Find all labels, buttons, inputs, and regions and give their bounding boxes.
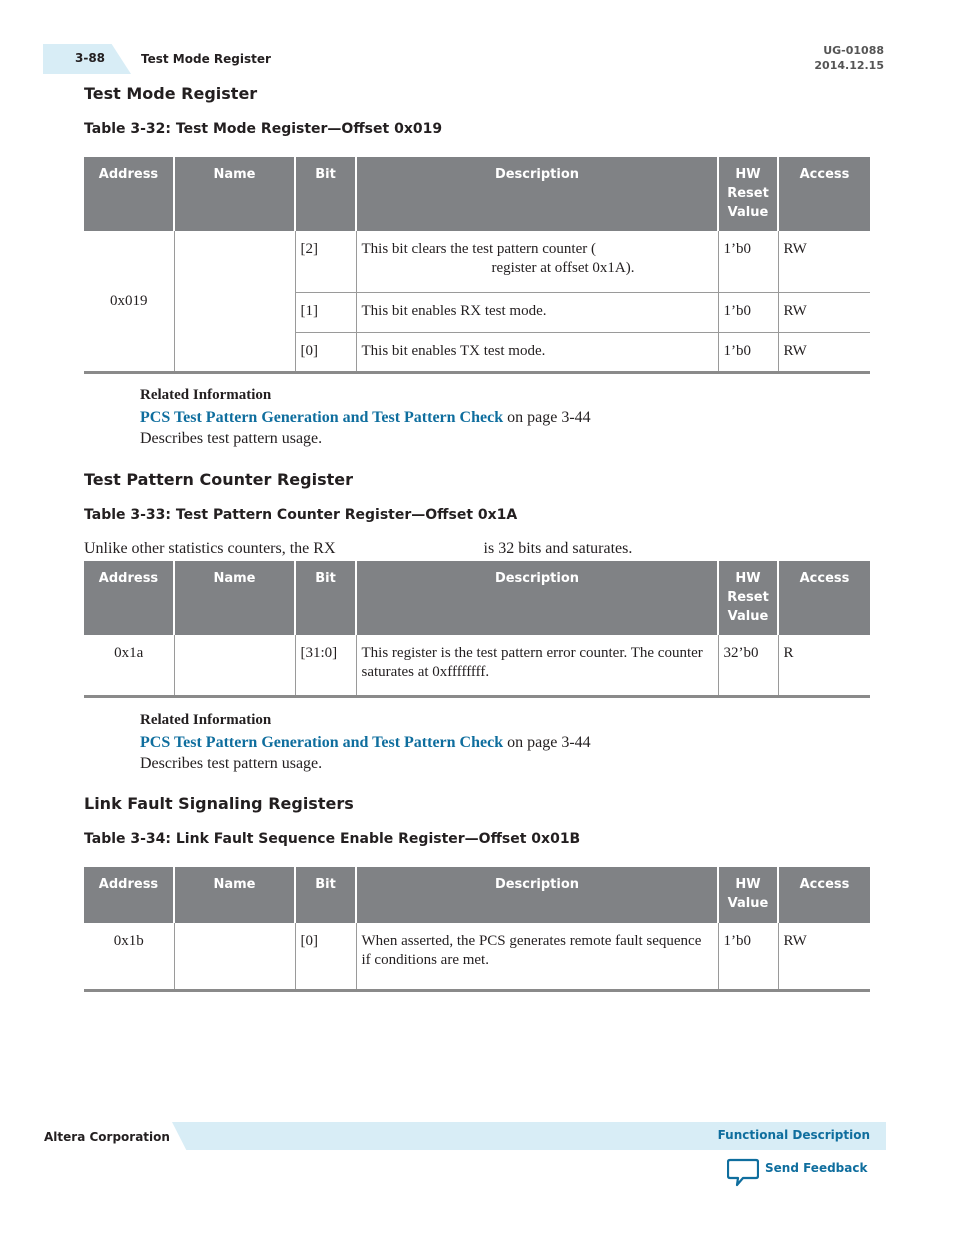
related-page-ref: on page 3-44: [503, 734, 591, 751]
address-cell: 0x1a: [84, 635, 174, 696]
col-header-address: Address: [84, 561, 174, 635]
access-cell: R: [778, 635, 870, 696]
section-title-test-pattern-counter: Test Pattern Counter Register: [84, 470, 353, 489]
description-cell: When asserted, the PCS generates remote fault sequence if conditions are met.: [356, 923, 718, 990]
related-link-line: [140, 734, 591, 752]
bit-cell: [31:0]: [295, 635, 356, 696]
description-line: register at offset 0x1A).: [491, 260, 635, 276]
col-header-hw-value: HW Value: [718, 867, 778, 923]
reset-value-cell: 1’b0: [718, 332, 778, 372]
related-information-label: Related Information: [140, 387, 272, 403]
send-feedback-link[interactable]: Send Feedback: [765, 1161, 868, 1175]
access-cell: RW: [778, 231, 870, 292]
reset-value-cell: 32’b0: [718, 635, 778, 696]
reset-value-cell: 1’b0: [718, 923, 778, 990]
test-pattern-counter-table: [84, 561, 870, 698]
col-header-description: Description: [356, 157, 718, 231]
col-header-bit: Bit: [295, 157, 356, 231]
intro-text-part: Unlike other statistics counters, the RX: [84, 540, 336, 557]
col-header-address: Address: [84, 867, 174, 923]
table-caption-3-32: Table 3-32: Test Mode Register—Offset 0x019: [84, 121, 443, 137]
footer-company: Altera Corporation: [44, 1130, 170, 1144]
name-cell: [174, 231, 295, 372]
col-header-hw-reset-value: HW Reset Value: [718, 157, 778, 231]
bit-cell: [2]: [295, 231, 356, 292]
running-header-title: Test Mode Register: [141, 52, 271, 66]
intro-text-part: is 32 bits and saturates.: [483, 540, 633, 557]
section-title-link-fault: Link Fault Signaling Registers: [84, 794, 354, 813]
table-header-row: [84, 867, 870, 923]
table-caption-3-34: Table 3-34: Link Fault Sequence Enable Register—Offset 0x01B: [84, 831, 581, 847]
bit-cell: [0]: [295, 332, 356, 372]
description-cell: This bit enables TX test mode.: [356, 332, 718, 372]
description-cell: This bit enables RX test mode.: [356, 292, 718, 332]
related-page-ref: on page 3-44: [503, 409, 591, 426]
test-mode-register-table: [84, 157, 870, 374]
link-fault-sequence-table: [84, 867, 870, 992]
col-header-name: Name: [174, 561, 295, 635]
address-cell: 0x019: [84, 231, 174, 372]
reset-value-cell: 1’b0: [718, 231, 778, 292]
name-cell: [174, 635, 295, 696]
access-cell: RW: [778, 923, 870, 990]
col-header-access: Access: [778, 867, 870, 923]
related-information-label: Related Information: [140, 712, 272, 728]
table-header-row: [84, 157, 870, 231]
related-link-line: [140, 409, 591, 427]
table-row: [84, 231, 870, 292]
related-description: Describes test pattern usage.: [140, 755, 323, 772]
access-cell: RW: [778, 332, 870, 372]
document-code: UG-01088: [823, 44, 884, 57]
related-description: Describes test pattern usage.: [140, 430, 323, 447]
description-line: This bit clears the test pattern counter (: [361, 241, 596, 257]
related-link[interactable]: PCS Test Pattern Generation and Test Pattern Check: [140, 409, 504, 426]
intro-text: [84, 540, 632, 558]
col-header-hw-reset-value: HW Reset Value: [718, 561, 778, 635]
bit-cell: [1]: [295, 292, 356, 332]
table-header-row: [84, 561, 870, 635]
section-title-test-mode: Test Mode Register: [84, 84, 258, 103]
address-cell: 0x1b: [84, 923, 174, 990]
document-date: 2014.12.15: [814, 59, 884, 72]
col-header-bit: Bit: [295, 867, 356, 923]
col-header-name: Name: [174, 157, 295, 231]
access-cell: RW: [778, 292, 870, 332]
col-header-name: Name: [174, 867, 295, 923]
description-cell: This register is the test pattern error counter. The counter saturates at 0xffffffff.: [356, 635, 718, 696]
description-cell: [356, 231, 718, 292]
col-header-access: Access: [778, 561, 870, 635]
related-link[interactable]: PCS Test Pattern Generation and Test Pattern Check: [140, 734, 504, 751]
col-header-address: Address: [84, 157, 174, 231]
document-id: [814, 43, 884, 73]
table-row: [84, 923, 870, 990]
col-header-description: Description: [356, 867, 718, 923]
footer-section-link[interactable]: Functional Description: [717, 1128, 870, 1142]
table-row: [84, 635, 870, 696]
speech-bubble-icon[interactable]: [727, 1158, 759, 1188]
col-header-access: Access: [778, 157, 870, 231]
reset-value-cell: 1’b0: [718, 292, 778, 332]
page-number: 3-88: [75, 51, 106, 65]
table-caption-3-33: Table 3-33: Test Pattern Counter Register—Offset 0x1A: [84, 507, 518, 523]
col-header-description: Description: [356, 561, 718, 635]
name-cell: [174, 923, 295, 990]
bit-cell: [0]: [295, 923, 356, 990]
col-header-bit: Bit: [295, 561, 356, 635]
